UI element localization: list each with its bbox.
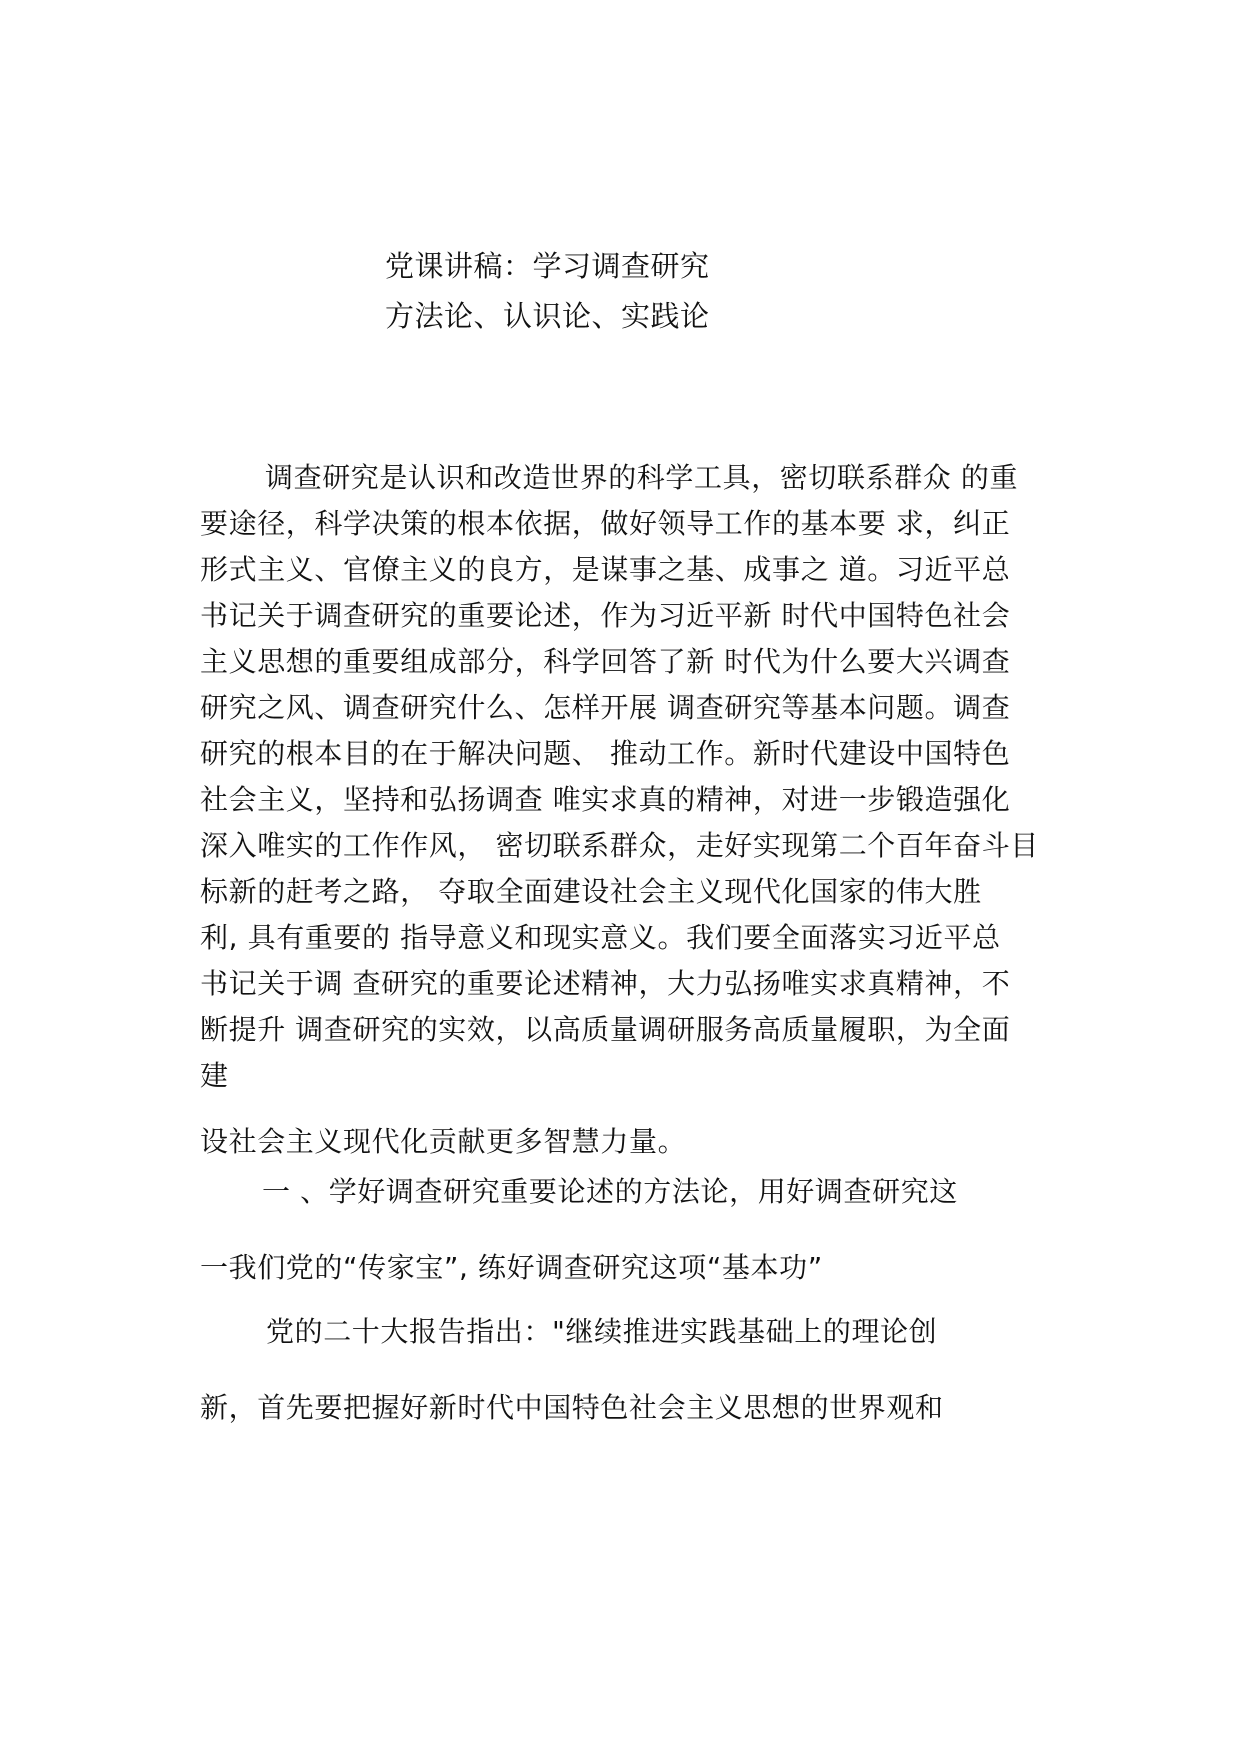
- document-title-line-2: 方法论、认识论、实践论: [385, 299, 710, 333]
- body-line: 利, 具有重要的 指导意义和现实意义。我们要全面落实习近平总: [200, 921, 1001, 954]
- body-line: 要途径，科学决策的根本依据，做好领导工作的基本要 求，纠正: [200, 507, 1011, 540]
- body-line: 社会主义，坚持和弘扬调查 唯实求真的精神，对进一步锻造强化: [200, 783, 1011, 816]
- body-line: 研究的根本目的在于解决问题、 推动工作。新时代建设中国特色: [200, 737, 1011, 770]
- body-line: 断提升 调查研究的实效，以高质量调研服务高质量履职，为全面: [200, 1013, 1011, 1046]
- body-line: 建: [200, 1059, 229, 1092]
- section-heading-line-2: 一我们党的“传家宝”, 练好调查研究这项“基本功”: [200, 1251, 823, 1284]
- body-line: 书记关于调 查研究的重要论述精神，大力弘扬唯实求真精神，不: [200, 967, 1011, 1000]
- document-title-line-1: 党课讲稿：学习调查研究: [385, 249, 710, 283]
- body-line: 设社会主义现代化贡献更多智慧力量。: [200, 1125, 687, 1158]
- body-line: 书记关于调查研究的重要论述，作为习近平新 时代中国特色社会: [200, 599, 1011, 632]
- body-line: 主义思想的重要组成部分，科学回答了新 时代为什么要大兴调查: [200, 645, 1011, 678]
- body-line: 形式主义、官僚主义的良方，是谋事之基、成事之 道。习近平总: [200, 553, 1011, 586]
- body-line: 调查研究是认识和改造世界的科学工具，密切联系群众 的重: [265, 461, 1019, 494]
- body-line: 党的二十大报告指出："继续推进实践基础上的理论创: [266, 1315, 938, 1348]
- section-heading-line-1: 一 、学好调查研究重要论述的方法论，用好调查研究这: [262, 1175, 958, 1208]
- body-line: 深入唯实的工作作风， 密切联系群众，走好实现第二个百年奋斗目: [200, 829, 1039, 862]
- body-line: 研究之风、调查研究什么、怎样开展 调查研究等基本问题。调查: [200, 691, 1011, 724]
- body-line: 标新的赶考之路， 夺取全面建设社会主义现代化国家的伟大胜: [200, 875, 982, 908]
- body-line: 新，首先要把握好新时代中国特色社会主义思想的世界观和: [200, 1391, 944, 1424]
